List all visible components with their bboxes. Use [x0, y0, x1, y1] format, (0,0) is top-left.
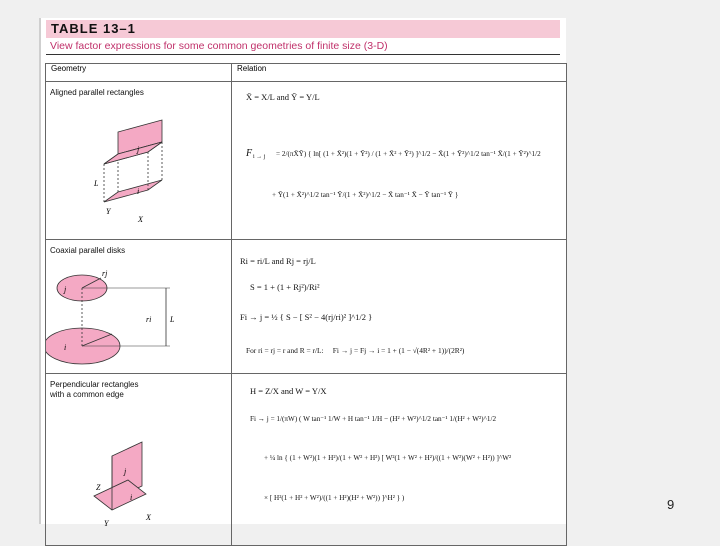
table-row — [46, 240, 567, 374]
relation-line: X̄ = X/L and Ȳ = Y/L — [246, 92, 320, 102]
table-title: TABLE 13–1 — [51, 21, 136, 36]
aligned-rectangles-figure — [46, 98, 226, 228]
relation-line: + ¼ ln { (1 + W²)(1 + H²)/(1 + W² + H²) [ W²(1 + W² + H²)/((1 + W²)(W² + H²)) ]^W² — [264, 454, 512, 462]
figure-label-L: L — [170, 315, 175, 324]
figure-label-Y: Y — [106, 207, 111, 216]
geometry-cell — [46, 240, 232, 374]
figure-label-ri: ri — [146, 315, 152, 324]
coaxial-disks-figure — [46, 256, 226, 366]
relation-symbol: F — [246, 148, 253, 159]
figure-label-j: j — [124, 467, 127, 476]
table-header-row — [46, 64, 567, 82]
title-divider — [46, 54, 560, 55]
figure-label-j: j — [137, 145, 140, 154]
relation-line: Fi → j = ½ { S − [ S² − 4(rj/ri)² ]^1/2 } — [240, 312, 373, 322]
relation-line: × [ H²(1 + H² + W²)/((1 + H²)(H² + W²)) ]^H² } ) — [264, 494, 405, 502]
geometry-name: Aligned parallel rectangles — [50, 88, 144, 97]
geometry-cell — [46, 82, 232, 240]
geometry-name: Coaxial parallel disks — [50, 246, 126, 255]
table-subtitle: View factor expressions for some common geometries of finite size (3-D) — [50, 40, 388, 52]
relation-subscript: i → j — [253, 154, 266, 160]
figure-label-i: i — [137, 187, 140, 196]
relation-line: + Ȳ(1 + X̄²)^1/2 tan⁻¹ Ȳ/(1 + X̄²)^1/2 − X̄ tan⁻¹ X̄ − Ȳ tan⁻¹ Ȳ } — [272, 191, 459, 199]
relation-cell — [232, 82, 567, 240]
figure-label-Y: Y — [104, 519, 109, 528]
page-edge — [39, 18, 41, 524]
relation-cell — [232, 374, 567, 546]
slide-page-number: 9 — [667, 497, 675, 512]
view-factor-table — [45, 63, 567, 546]
figure-label-X: X — [138, 215, 143, 224]
relation-line: = 2/(πX̄Ȳ) { ln[ (1 + X̄²)(1 + Ȳ²) / (1 + X̄² + Ȳ²) ]^1/2 − X̄(1 + Ȳ²)^1/2 tan⁻¹ X̄/(1 + Ȳ²)^1/2 — [276, 150, 541, 158]
relation-line: For ri = rj = r and R = r/L: Fi → j = Fj → i = 1 + (1 − √(4R² + 1))/(2R²) — [246, 346, 465, 355]
figure-label-i: i — [130, 493, 133, 502]
table-row — [46, 82, 567, 240]
perpendicular-rectangles-figure — [46, 400, 226, 540]
geometry-name: Perpendicular rectangles with a common edge — [50, 380, 139, 399]
relation-line: S = 1 + (1 + Rj²)/Ri² — [250, 282, 320, 292]
table-row — [46, 374, 567, 546]
figure-label-L: L — [94, 179, 99, 188]
geometry-cell — [46, 374, 232, 546]
relation-line: Ri = ri/L and Rj = rj/L — [240, 256, 316, 266]
figure-label-X: X — [146, 513, 151, 522]
header-geometry: Geometry — [46, 64, 232, 82]
figure-label-i: i — [64, 343, 67, 352]
relation-cell — [232, 240, 567, 374]
figure-label-j: j — [64, 285, 67, 294]
relation-line: Fi → j = 1/(πW) ( W tan⁻¹ 1/W + H tan⁻¹ 1/H − (H² + W²)^1/2 tan⁻¹ 1/(H² + W²)^1/2 — [250, 415, 497, 423]
relation-line: H = Z/X and W = Y/X — [250, 386, 327, 396]
figure-label-rj: rj — [102, 269, 108, 278]
header-relation: Relation — [232, 64, 567, 82]
figure-label-Z: Z — [96, 483, 101, 492]
